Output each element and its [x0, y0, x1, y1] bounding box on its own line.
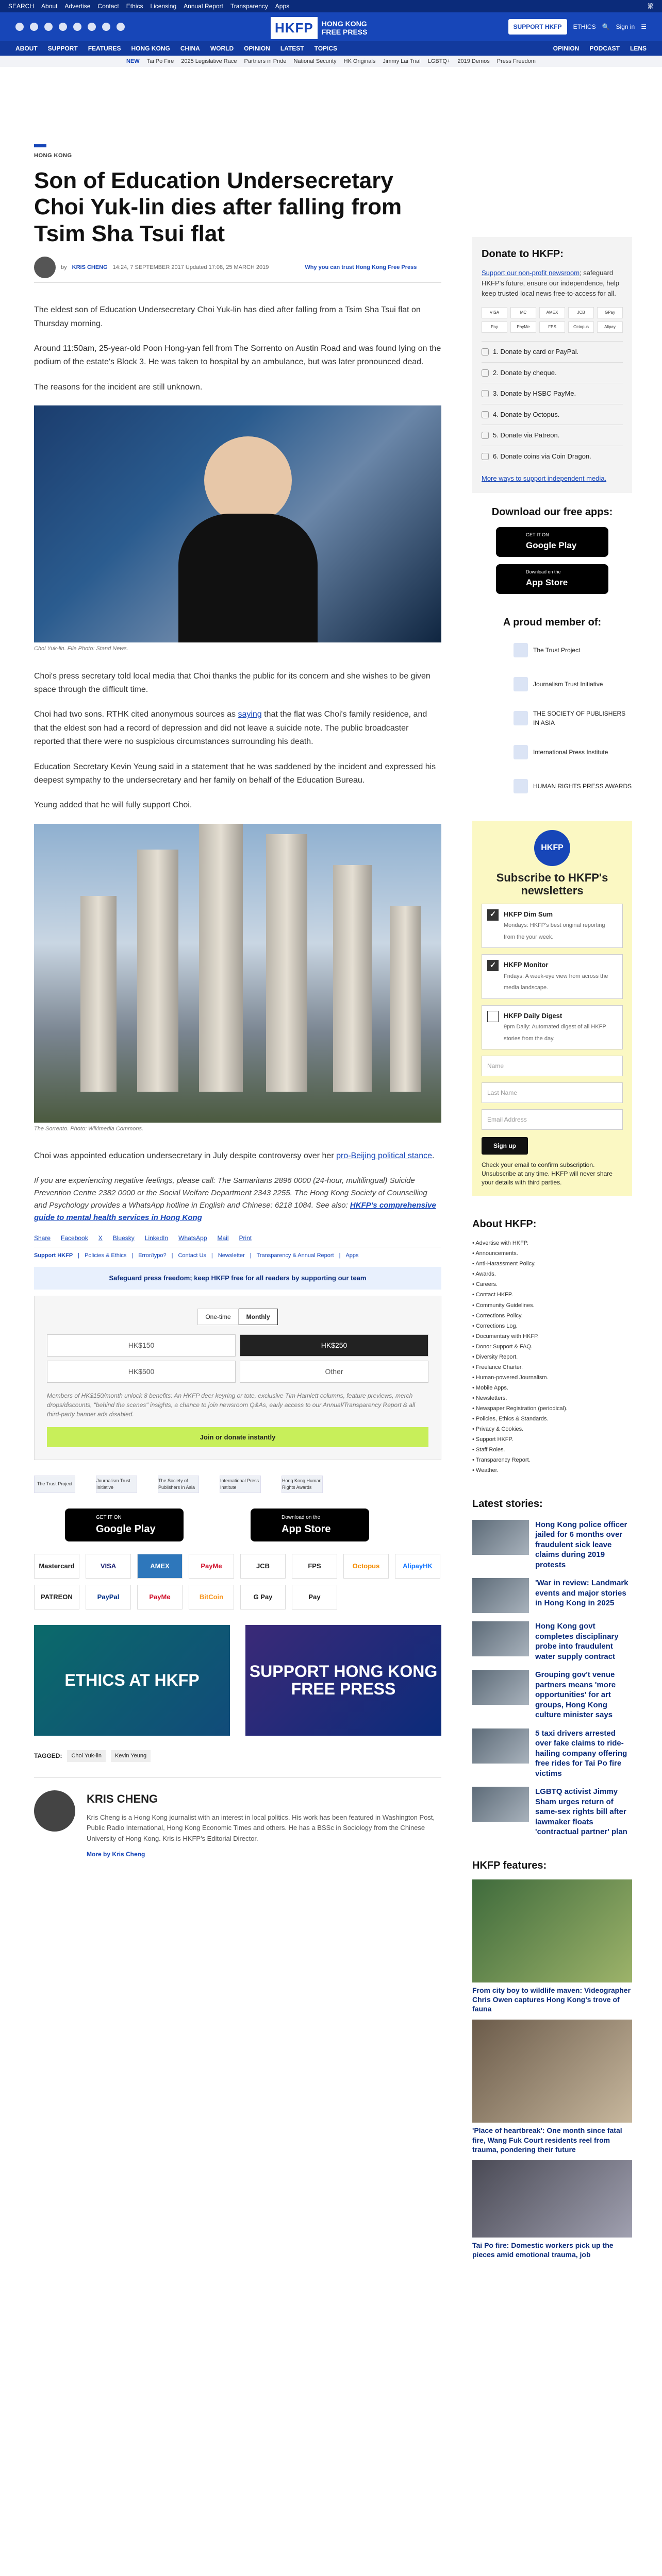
about-link[interactable]: • Support HKFP. — [472, 1434, 632, 1445]
feature-image[interactable] — [472, 2160, 632, 2238]
payme-icon — [482, 390, 489, 397]
rss-icon[interactable] — [117, 23, 125, 31]
store-buttons — [34, 1509, 441, 1541]
apps-heading: Download our free apps: — [491, 506, 613, 518]
story-thumbnail[interactable] — [472, 1578, 529, 1613]
donate-method[interactable]: 1. Donate by card or PayPal. — [482, 341, 623, 362]
support-button[interactable]: SUPPORT HKFP — [508, 19, 567, 35]
trending-item[interactable]: Tai Po Fire — [146, 58, 174, 64]
about-link[interactable]: • Anti-Harassment Policy. — [472, 1259, 632, 1269]
about-link[interactable]: • Awards. — [472, 1269, 632, 1279]
trending-item[interactable]: 2025 Legislative Race — [181, 58, 237, 64]
feature-image[interactable] — [472, 1879, 632, 1982]
payment-logo[interactable]: AMEX — [137, 1554, 183, 1579]
partner-logo[interactable]: The Society of Publishers in Asia — [158, 1476, 199, 1493]
nav-right-opinion[interactable]: OPINION — [553, 45, 580, 52]
newsletter-option[interactable]: HKFP Daily Digest 9pm Daily: Automated digest of all HKFP stories from the day. — [482, 1005, 623, 1050]
pro-beijing-link[interactable]: pro-Beijing political stance — [336, 1151, 432, 1161]
linkedin-icon[interactable] — [88, 23, 96, 31]
amount-500[interactable]: HK$500 — [47, 1361, 236, 1383]
story-thumbnail[interactable] — [472, 1728, 529, 1764]
payment-logo[interactable]: JCB — [240, 1554, 286, 1579]
trending-item[interactable]: 2019 Demos — [457, 58, 490, 64]
photo-choi-yuk-lin — [34, 405, 441, 642]
member-org[interactable]: Journalism Trust Initiative — [514, 670, 632, 698]
about-link[interactable]: • Diversity Report. — [472, 1352, 632, 1362]
trust-project-icon — [514, 643, 528, 657]
publish-dates: 14:24, 7 SEPTEMBER 2017 Updated 17:08, 25 MARCH 2019 — [112, 264, 269, 270]
photo-sorrento — [34, 824, 441, 1123]
trending-item[interactable]: Press Freedom — [496, 58, 536, 64]
trending-item[interactable]: Partners in Pride — [244, 58, 287, 64]
sidebar-donate: Donate to HKFP: Support our non-profit newsroom; safeguard HKFP's future, ensure our independence, help keep trusted local news free-to-access for all. VISA MC AMEX JCB GPay Pay PayMe FPS Octopus Alipay 1. Donate by card or PayPal. 2. Donate by cheque. 3. Donate by HSBC PayMe. 4. Donate by Octopus. 5. Donate via Patreon. 6. Donate coins via Coin Dragon. More ways to support independent media. — [472, 237, 632, 493]
email-field[interactable]: Email Address — [482, 1109, 623, 1130]
latest-stories — [472, 1496, 632, 1837]
top-link-contact[interactable]: Contact — [97, 3, 119, 10]
payment-logo[interactable]: FPS — [292, 1554, 337, 1579]
about-link[interactable]: • Corrections Log. — [472, 1321, 632, 1331]
trending-item[interactable]: HK Originals — [343, 58, 376, 64]
story-thumbnail[interactable] — [472, 1670, 529, 1705]
tags — [34, 1750, 441, 1762]
top-link-transparency[interactable]: Transparency — [230, 3, 268, 10]
first-name-field[interactable]: Name — [482, 1056, 623, 1076]
sign-up-button[interactable]: Sign up — [482, 1137, 528, 1155]
newsletter-note: Check your email to confirm subscription. Unsubscribe at any time. HKFP will never share your details with third parties. — [482, 1161, 613, 1186]
share-x[interactable]: X — [98, 1234, 103, 1242]
paragraph: Around 11:50am, 25-year-old Poon Hong-yan fell from The Sorrento on Austin Road and was found lying on the podium of the estate's Block 3. He was taken to hospital by an ambulance, but was later pronounced dead. — [34, 344, 441, 367]
sidebar-apps — [472, 504, 632, 594]
about-link[interactable]: • Human-powered Journalism. — [472, 1372, 632, 1383]
nav-item-latest[interactable]: LATEST — [280, 45, 304, 52]
about-link[interactable]: • Staff Roles. — [472, 1445, 632, 1455]
member-org[interactable]: The Trust Project — [514, 636, 632, 664]
last-name-field[interactable]: Last Name — [482, 1082, 623, 1103]
newsletter-option[interactable]: ✓ HKFP Monitor Fridays: A week-eye view from across the media landscape. — [482, 954, 623, 999]
member-heading: A proud member of: — [503, 616, 602, 628]
pay-icon: Alipay — [597, 321, 623, 333]
amount-other[interactable]: Other — [240, 1361, 428, 1383]
partner-logo[interactable]: Journalism Trust Initiative — [96, 1476, 137, 1493]
trust-link[interactable]: Why you can trust Hong Kong Free Press — [305, 264, 417, 270]
partner-logo[interactable]: Hong Kong Human Rights Awards — [282, 1476, 323, 1493]
about-link[interactable]: • Freelance Charter. — [472, 1362, 632, 1372]
story-thumbnail[interactable] — [472, 1520, 529, 1555]
payment-logo[interactable]: Pay — [292, 1585, 337, 1609]
about-link[interactable]: • Contact HKFP. — [472, 1290, 632, 1300]
nav-item-hong-kong[interactable]: HONG KONG — [131, 45, 170, 52]
donate-heading: Donate to HKFP: — [482, 248, 564, 260]
google-play-button[interactable]: GET IT ON Google Play — [65, 1509, 184, 1541]
story-item[interactable]: Grouping gov't venue partners means 'more opportunities' for art groups, Hong Kong culture minister says — [472, 1670, 632, 1720]
avatar[interactable] — [34, 257, 56, 278]
ipi-icon — [514, 745, 528, 759]
nav-item-opinion[interactable]: OPINION — [244, 45, 270, 52]
paragraph: Yeung added that he will fully support Choi. — [34, 801, 192, 810]
top-link-ethics[interactable]: Ethics — [126, 3, 143, 10]
support-newsroom-link[interactable]: Support our non-profit newsroom — [482, 269, 580, 277]
donate-method[interactable]: 3. Donate by HSBC PayMe. — [482, 383, 623, 404]
search-icon[interactable]: 🔍 — [602, 23, 610, 30]
payment-logo[interactable]: VISA — [86, 1554, 131, 1579]
share-mail[interactable]: Mail — [217, 1234, 229, 1242]
story-thumbnail[interactable] — [472, 1621, 529, 1656]
cheque-icon — [482, 369, 489, 377]
about-link[interactable]: • Policies, Ethics & Standards. — [472, 1414, 632, 1424]
story-item[interactable]: Hong Kong police officer jailed for 6 months over fraudulent sick leave claims during 2019 protests — [472, 1520, 632, 1570]
payment-logo[interactable]: PayMe — [137, 1585, 183, 1609]
main-nav — [0, 41, 662, 56]
checkbox[interactable] — [487, 1011, 499, 1022]
frequency-toggle — [47, 1309, 428, 1325]
member-org[interactable]: HUMAN RIGHTS PRESS AWARDS — [514, 772, 632, 800]
more-ways-link[interactable]: More ways to support independent media. — [482, 474, 607, 483]
app-store-button[interactable]: Download on the App Store — [496, 564, 608, 594]
nav-item-topics[interactable]: TOPICS — [314, 45, 338, 52]
top-link-licensing[interactable]: Licensing — [150, 3, 177, 10]
partner-logo[interactable]: International Press Institute — [220, 1476, 261, 1493]
author-name[interactable]: KRIS CHENG — [87, 1792, 158, 1805]
story-item[interactable]: 'War in review: Landmark events and major stories in Hong Kong in 2025 — [472, 1578, 632, 1613]
footer-transparency-link[interactable]: Transparency & Annual Report — [256, 1252, 334, 1259]
tags-label: TAGGED: — [34, 1752, 62, 1760]
top-bar — [0, 0, 662, 12]
help-note: If you are experiencing negative feelings, please call: The Samaritans 2896 0000 (24-hour, multilingual) Suicide Prevention Centre 2382 0000 or the Social Welfare Department 2343 2255. The Hong Kong Society of Counselling and Psychology provides a WhatsApp hotline in English and Chinese: 6218 1084. See also: HKFP's comprehensive guide to mental health services in Hong Kong — [34, 1176, 436, 1222]
promo-banners — [34, 1625, 441, 1736]
jti-icon — [514, 677, 528, 691]
about-heading: About HKFP: — [472, 1218, 537, 1230]
donate-method[interactable]: 2. Donate by cheque. — [482, 362, 623, 383]
payment-logo[interactable]: PayMe — [189, 1554, 234, 1579]
share-bar — [34, 1233, 441, 1243]
tag[interactable]: Kevin Yeung — [111, 1750, 151, 1762]
footer-error-link[interactable]: Error/typo? — [138, 1252, 167, 1259]
about-link[interactable]: • Newspaper Registration (periodical). — [472, 1403, 632, 1414]
nav-item-china[interactable]: CHINA — [180, 45, 200, 52]
member-org[interactable]: International Press Institute — [514, 738, 632, 766]
member-org[interactable]: THE SOCIETY OF PUBLISHERS IN ASIA — [514, 704, 632, 732]
author-bio: Kris Cheng is a Hong Kong journalist with an interest in local politics. His work has been featured in Washington Post, Public Radio International, Hong Kong Economic Times and others. He has a BSSc in Sociology from the Chinese University of Hong Kong. Kris is HKFP's Editorial Director. — [87, 1813, 435, 1843]
checkbox[interactable]: ✓ — [487, 960, 499, 971]
coin-icon — [482, 453, 489, 460]
about-link[interactable]: • Advertise with HKFP. — [472, 1238, 632, 1248]
top-link-apps[interactable]: Apps — [275, 3, 290, 10]
nav-item-features[interactable]: FEATURES — [88, 45, 121, 52]
join-button[interactable]: Join or donate instantly — [47, 1427, 428, 1448]
latest-heading: Latest stories: — [472, 1498, 543, 1510]
pay-icon: FPS — [539, 321, 565, 333]
payment-logo[interactable]: BitCoin — [189, 1585, 234, 1609]
one-time-option[interactable]: One-time — [197, 1309, 238, 1325]
nav-item-support[interactable]: SUPPORT — [47, 45, 78, 52]
sidebar-members — [472, 615, 632, 800]
about-link[interactable]: • Community Guidelines. — [472, 1300, 632, 1311]
search-link[interactable]: SEARCH — [8, 3, 35, 10]
amount-250[interactable]: HK$250 — [240, 1334, 428, 1357]
tag[interactable]: Choi Yuk-lin — [67, 1750, 106, 1762]
payment-logos — [34, 1554, 441, 1609]
about-link[interactable]: • Privacy & Cookies. — [472, 1424, 632, 1434]
about-section — [472, 1216, 632, 1475]
pay-icon: Octopus — [568, 321, 594, 333]
story-item[interactable]: 5 taxi drivers arrested over fake claims to ride-hailing company offering free rides for Tai Po fire victims — [472, 1728, 632, 1779]
pay-icon: JCB — [568, 307, 594, 318]
amount-150[interactable]: HK$150 — [47, 1334, 236, 1357]
hkfp-logo: HKFP — [534, 830, 570, 866]
sidebar — [472, 237, 632, 2259]
social-icons — [15, 23, 125, 31]
checkbox[interactable]: ✓ — [487, 909, 499, 921]
photo-caption: The Sorrento. Photo: Wikimedia Commons. — [34, 1125, 144, 1132]
more-by-author-link[interactable]: More by Kris Cheng — [87, 1851, 145, 1858]
instagram-icon[interactable] — [44, 23, 53, 31]
newsletter-title: Subscribe to HKFP's newsletters — [496, 871, 608, 897]
story-item[interactable]: LGBTQ activist Jimmy Sham urges return of same-sex rights bill after lawmaker floats 'contractual partner' plan — [472, 1787, 632, 1837]
mental-health-guide-link[interactable]: HKFP's comprehensive guide to mental health services in Hong Kong — [34, 1200, 436, 1222]
pay-icon: PayMe — [510, 321, 536, 333]
partner-logos — [34, 1476, 441, 1493]
donate-method[interactable]: 6. Donate coins via Coin Dragon. — [482, 446, 623, 467]
footer-policies-link[interactable]: Policies & Ethics — [85, 1252, 127, 1259]
paragraph: Choi was appointed education undersecretary in July despite controversy over her pro-Beijing political stance. — [34, 1151, 435, 1161]
top-link-about[interactable]: About — [41, 3, 58, 10]
payment-logo[interactable]: Mastercard — [34, 1554, 79, 1579]
facebook-icon[interactable] — [15, 23, 24, 31]
payment-logo[interactable]: PayPal — [86, 1585, 131, 1609]
article-title: Son of Education Undersecretary Choi Yuk-lin dies after falling from Tsim Sha Tsui flat — [34, 167, 402, 247]
monthly-option[interactable]: Monthly — [239, 1309, 278, 1325]
footer-contact-link[interactable]: Contact Us — [178, 1252, 206, 1259]
payment-logo[interactable]: Octopus — [343, 1554, 389, 1579]
support-banner[interactable]: SUPPORT HONG KONG FREE PRESS — [245, 1625, 441, 1736]
features-section — [472, 1858, 632, 2260]
share-facebook[interactable]: Facebook — [61, 1234, 88, 1242]
story-item[interactable]: Hong Kong govt completes disciplinary probe into fraudulent water supply contract — [472, 1621, 632, 1662]
paragraph: The reasons for the incident are still unknown. — [34, 382, 203, 392]
member-benefits: Members of HK$150/month unlock 8 benefits: An HKFP deer keyring or tote, exclusive Tim Hamlett columns, feature previews, merch drops/discounts, "behind the scenes" insights, a chance to join newsroom Q&As, early access to our Annual/Transparency Report & all third-party banner ads disabled. — [47, 1392, 416, 1418]
patreon-icon — [482, 432, 489, 439]
donate-method[interactable]: 4. Donate by Octopus. — [482, 404, 623, 425]
feature-title[interactable]: From city boy to wildlife maven: Videographer Chris Owen captures Hong Kong's trove of fauna — [472, 1986, 631, 2013]
card-icon — [482, 348, 489, 355]
language-toggle[interactable]: 繁 — [647, 3, 654, 10]
google-play-button[interactable]: GET IT ON Google Play — [496, 527, 608, 557]
new-badge: NEW — [126, 58, 140, 64]
partner-logo[interactable]: The Trust Project — [34, 1476, 75, 1493]
safeguard-banner[interactable]: Safeguard press freedom; keep HKFP free for all readers by supporting our team — [34, 1267, 441, 1290]
trending-item[interactable]: LGBTQ+ — [427, 58, 451, 64]
share-bluesky[interactable]: Bluesky — [112, 1234, 135, 1242]
trending-bar — [0, 56, 662, 67]
share-linkedin[interactable]: LinkedIn — [144, 1234, 169, 1242]
saying-link[interactable]: saying — [238, 710, 262, 719]
about-link[interactable]: • Announcements. — [472, 1248, 632, 1259]
donate-method[interactable]: 5. Donate via Patreon. — [482, 425, 623, 446]
about-link[interactable]: • Corrections Policy. — [472, 1311, 632, 1321]
nav-right-podcast[interactable]: PODCAST — [589, 45, 620, 52]
article — [34, 144, 441, 1859]
feature-title[interactable]: 'Place of heartbreak': One month since fatal fire, Wang Fuk Court residents reel from trauma, pondering their future — [472, 2126, 622, 2154]
feature-title[interactable]: Tai Po fire: Domestic workers pick up the pieces amid emotional trauma, job — [472, 2241, 614, 2259]
ethics-link[interactable]: ETHICS — [573, 23, 596, 30]
threads-icon[interactable] — [59, 23, 67, 31]
payment-logo[interactable]: PATREON — [34, 1585, 79, 1609]
feature-image[interactable] — [472, 2020, 632, 2123]
pay-icon: MC — [510, 307, 536, 318]
sidebar-pay-icons — [482, 307, 623, 333]
telegram-icon[interactable] — [102, 23, 110, 31]
story-thumbnail[interactable] — [472, 1787, 529, 1822]
donation-form — [34, 1296, 441, 1461]
share-print[interactable]: Print — [239, 1234, 252, 1242]
top-link-advertise[interactable]: Advertise — [64, 3, 91, 10]
about-link[interactable]: • Careers. — [472, 1279, 632, 1290]
author-box — [34, 1777, 441, 1859]
about-link[interactable]: • Weather. — [472, 1465, 632, 1476]
pay-icon: AMEX — [539, 307, 565, 318]
footer-apps-link[interactable]: Apps — [345, 1252, 359, 1259]
paragraph: Choi had two sons. RTHK cited anonymous sources as saying that the flat was Choi's family residence, and that the eldest son had a record of depression and did not leave a suicide note. The public broadcaster reported that there were no suspicious circumstances surrounding his death. — [34, 710, 427, 747]
footer-support-link[interactable]: Support HKFP — [34, 1252, 73, 1259]
about-link[interactable]: • Transparency Report. — [472, 1455, 632, 1465]
share-label: Share — [34, 1234, 51, 1242]
payment-logo[interactable]: AlipayHK — [395, 1554, 440, 1579]
ethics-banner[interactable]: ETHICS AT HKFP — [34, 1625, 230, 1736]
sign-in-link[interactable]: Sign in — [616, 23, 635, 30]
trending-item[interactable]: National Security — [293, 58, 337, 64]
about-link[interactable]: • Documentary with HKFP. — [472, 1331, 632, 1342]
paragraph: Choi's press secretary told local media that Choi thanks the public for its concern and she wishes to be given space through the difficult time. — [34, 671, 431, 694]
author-link[interactable]: KRIS CHENG — [72, 264, 108, 270]
about-link[interactable]: • Donor Support & FAQ. — [472, 1342, 632, 1352]
nav-item-about[interactable]: ABOUT — [15, 45, 38, 52]
byline: by KRIS CHENG 14:24, 7 SEPTEMBER 2017 Updated 17:08, 25 MARCH 2019 Why you can trust Hong Kong Free Press — [34, 257, 441, 283]
youtube-icon[interactable] — [73, 23, 81, 31]
sopa-icon — [514, 711, 528, 725]
pay-icon: VISA — [482, 307, 507, 318]
trending-item[interactable]: Jimmy Lai Trial — [383, 58, 421, 64]
pay-icon: GPay — [597, 307, 623, 318]
paragraph: The eldest son of Education Undersecretary Choi Yuk-lin has died after falling from a Tsim Sha Tsui flat on Thursday morning. — [34, 306, 421, 328]
nav-item-world[interactable]: WORLD — [210, 45, 234, 52]
author-avatar[interactable] — [34, 1790, 75, 1832]
newsletter-box — [472, 821, 632, 1196]
top-link-annual-report[interactable]: Annual Report — [184, 3, 223, 10]
share-whatsapp[interactable]: WhatsApp — [178, 1234, 207, 1242]
features-heading: HKFP features: — [472, 1859, 547, 1871]
article-footer-links: Support HKFP | Policies & Ethics | Error/typo? | Contact Us | Newsletter | Transparency & Annual Report | Apps — [34, 1247, 441, 1260]
photo-caption: Choi Yuk-lin. File Photo: Stand News. — [34, 646, 128, 652]
paragraph: Education Secretary Kevin Yeung said in a statement that he was saddened by the incident and expressed his deepest sympathy to the undersecretary and her family on behalf of the Education Bureau. — [34, 762, 436, 785]
octopus-icon — [482, 411, 489, 418]
about-list — [472, 1238, 632, 1475]
pay-icon: Pay — [482, 321, 507, 333]
menu-icon[interactable]: ☰ — [641, 23, 647, 30]
footer-newsletter-link[interactable]: Newsletter — [218, 1252, 245, 1259]
amount-options — [47, 1334, 428, 1383]
brand-bar — [0, 12, 662, 41]
app-store-button[interactable]: Download on the App Store — [251, 1509, 369, 1541]
kicker-bar — [34, 144, 46, 147]
nav-right-lens[interactable]: LENS — [630, 45, 647, 52]
press-awards-icon — [514, 779, 528, 793]
payment-logo[interactable]: G Pay — [240, 1585, 286, 1609]
site-logo[interactable]: HKFP HONG KONG FREE PRESS — [271, 17, 367, 39]
about-link[interactable]: • Mobile Apps. — [472, 1383, 632, 1393]
newsletter-option[interactable]: ✓ HKFP Dim Sum Mondays: HKFP's best original reporting from the your week. — [482, 904, 623, 948]
about-link[interactable]: • Newsletters. — [472, 1393, 632, 1403]
category-label[interactable]: HONG KONG — [34, 152, 72, 159]
x-icon[interactable] — [30, 23, 38, 31]
